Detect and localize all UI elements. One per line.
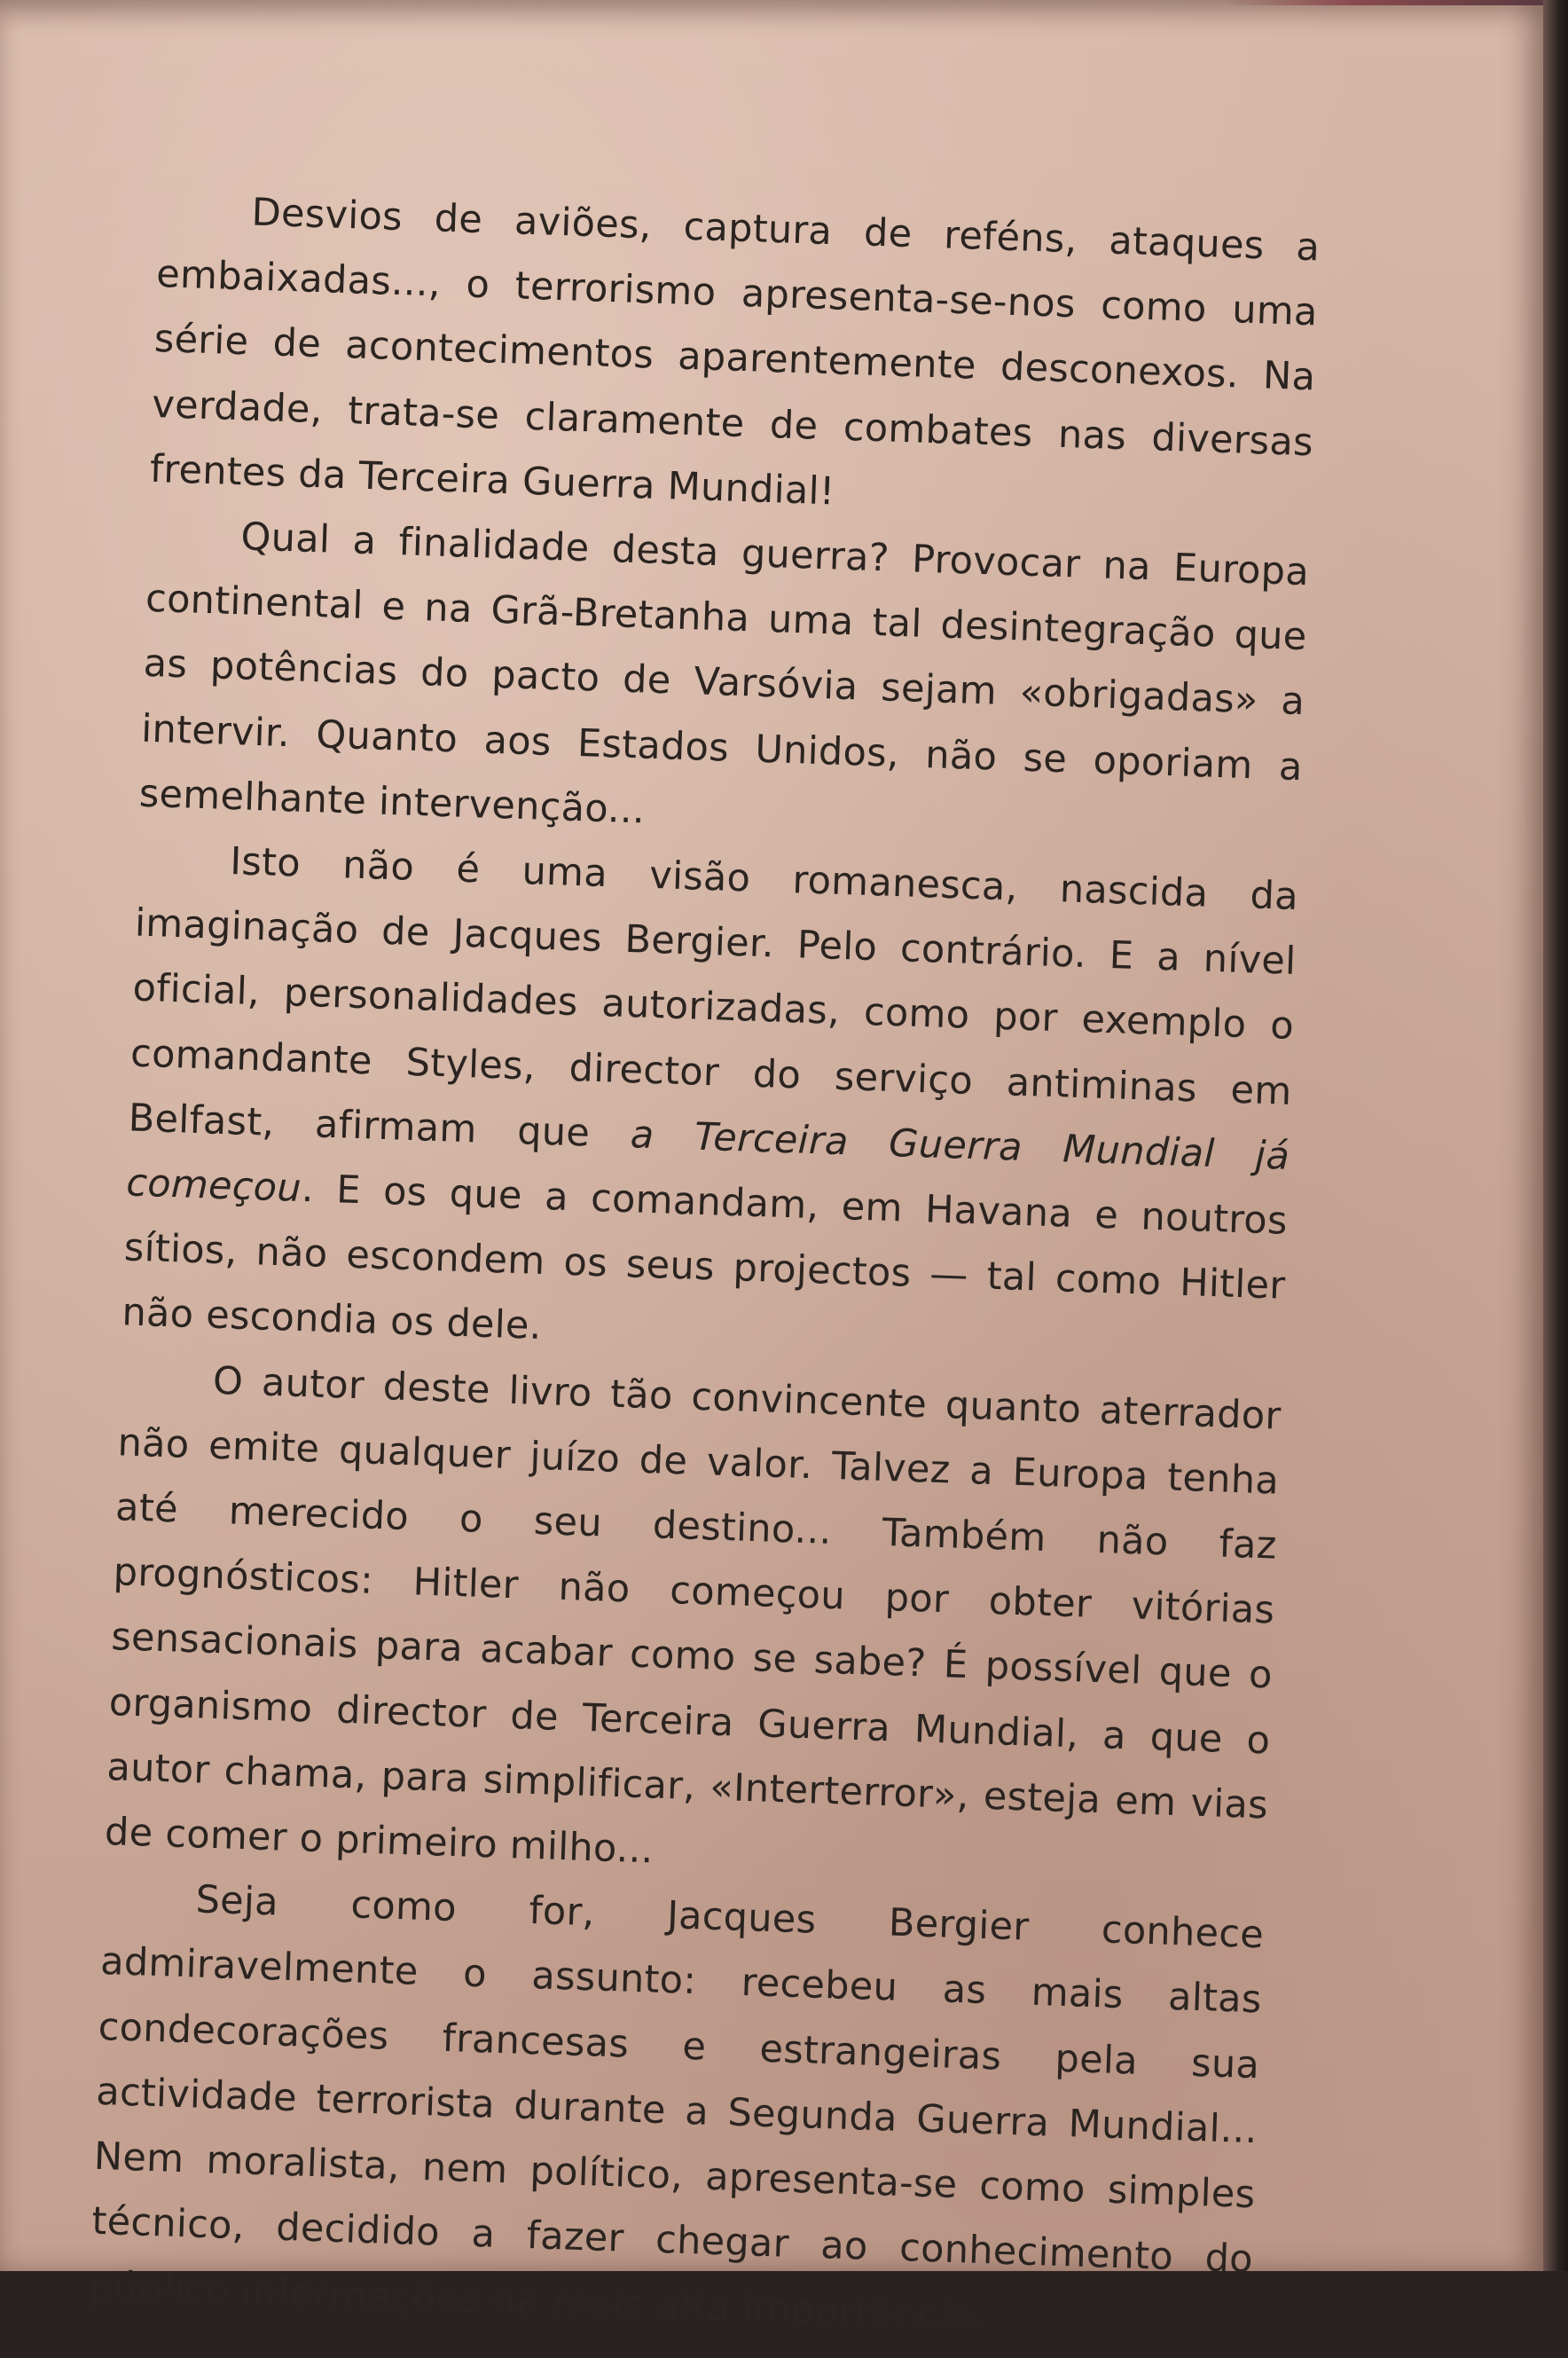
- paragraph-5: Seja como for, Jacques Bergier conhece admiravelmente o assunto: recebeu as mais altas condecorações francesas e estrangeiras pela sua actividade terrorista durante a Segunda Guerra Mundial... Nem moralista, nem político, apresenta-se como simples técnico, decidido a fazer chegar ao conhecimento do público informações da mais alta importância.: [89, 1877, 1265, 2338]
- book-spine-edge: [1543, 0, 1568, 2271]
- paragraph-3-start: Isto não é uma visão romanesca, nascida da imaginação de Jacques Bergier. Pelo contrário. E a nível oficial, personalidades autorizadas, como por exemplo o comandante Styles, director do serviço antiminas em Belfast, afirmam que: [127, 839, 1299, 1158]
- cover-top-edge: [1224, 0, 1543, 5]
- blurb-text: [89, 177, 1321, 2358]
- paragraph-3-quote: a Terceira Guerra Mundial já começou: [125, 1112, 1290, 1211]
- paragraph-4: O autor deste livro tão convincente quanto aterrador não emite qualquer juízo de valor. Talvez a Europa tenha até merecido o seu destino... Também não faz prognósticos: Hitler não começou por obter vitórias sensacionais para acabar como se sabe? É possível que o organismo director de Terceira Guerra Mundial, a que o autor chama, para simplificar, «Interterror», esteja em vias de comer o primeiro milho...: [104, 1358, 1282, 1873]
- paragraph-3: [121, 827, 1299, 1385]
- paragraph-2: Qual a finalidade desta guerra? Provocar na Europa continental e na Grã-Bretanha uma tal desintegração que as potências do pacto de Varsóvia sejam «obrigadas» a intervir. Quanto aos Estados Unidos, não se oporiam a semelhante intervenção...: [138, 515, 1310, 833]
- paragraph-3-end: . E os que a comandam, em Havana e noutros sítios, não escondem os seus projectos — tal como Hitler não escondia os dele.: [121, 1166, 1289, 1349]
- paragraph-1: Desvios de aviões, captura de reféns, ataques a embaixadas..., o terrorismo apresenta-se-nos como uma série de acontecimentos aparentemente desconexos. Na verdade, trata-se claramente de combates nas diversas frentes da Terceira Guerra Mundial!: [149, 190, 1321, 515]
